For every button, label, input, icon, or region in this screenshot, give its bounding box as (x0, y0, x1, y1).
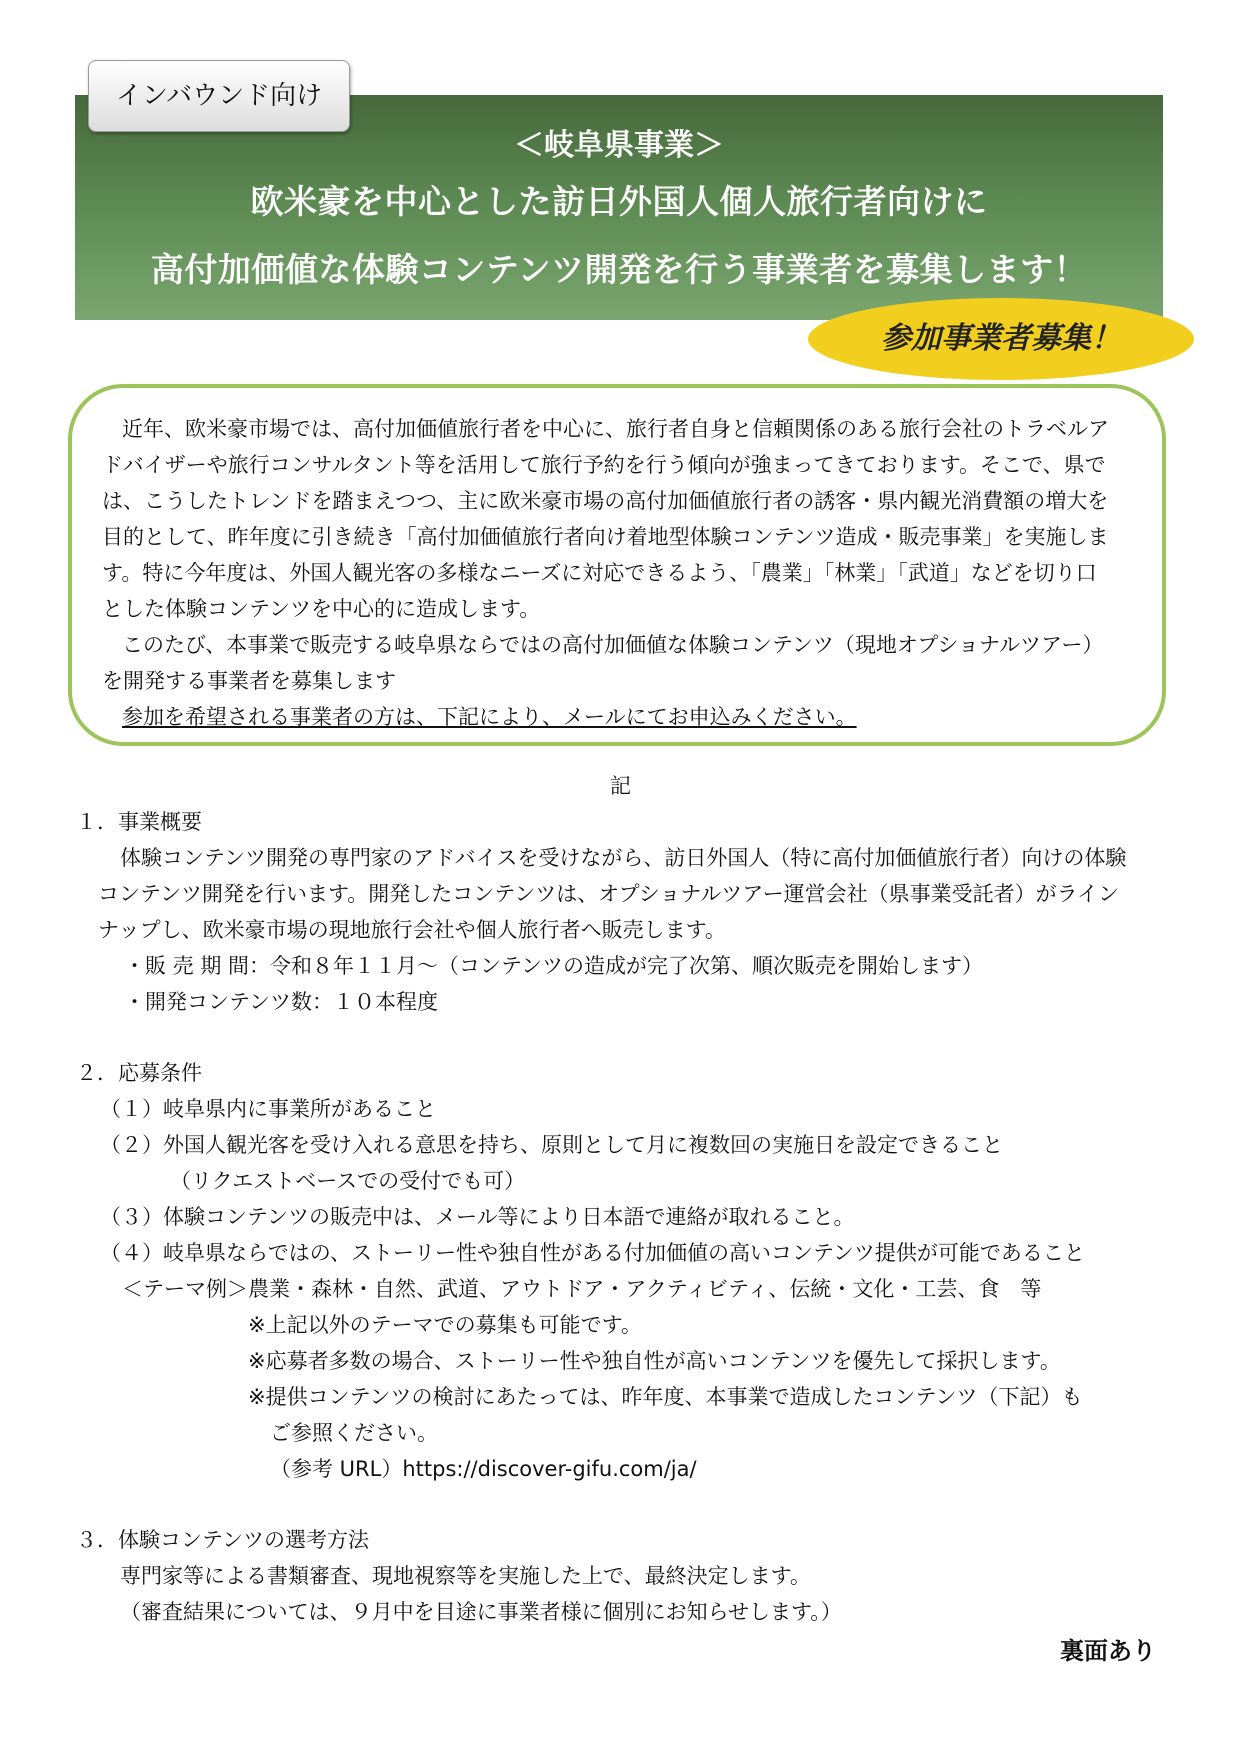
section3-text: 専門家等による書類審査、現地視察等を実施した上で、最終決定します。 (120, 1564, 811, 1588)
section1-text: 体験コンテンツ開発の専門家のアドバイスを受けながら、訪日外国人（特に高付加価値旅行者）向けの体験 (120, 846, 1127, 870)
audience-tab: インバウンド向け (88, 60, 350, 132)
section1-text: コンテンツ開発を行います。開発したコンテンツは、オプショナルツアー運営会社（県事業受託者）がライン (98, 882, 1120, 906)
banner-title-line2: 高付加価値な体験コンテンツ開発を行う事業者を募集します！ (150, 250, 1088, 289)
intro-line: 目的として、昨年度に引き続き「高付加価値旅行者向け着地型体験コンテンツ造成・販売事業」を実施しま (102, 525, 1109, 549)
section2-note: ご参照ください。 (270, 1421, 438, 1445)
section2-item: （３）体験コンテンツの販売中は、メール等により日本語で連絡が取れること。 (100, 1205, 855, 1229)
intro-line: このたび、本事業で販売する岐阜県ならではの高付加価値な体験コンテンツ（現地オプショナルツアー） (122, 633, 1104, 657)
section3-text: （審査結果については、９月中を目途に事業者様に個別にお知らせします。） (120, 1600, 842, 1624)
intro-line: を開発する事業者を募集します (102, 669, 396, 693)
reverse-side-note: 裏面あり (1060, 1637, 1156, 1665)
section2-note: ※提供コンテンツの検討にあたっては、昨年度、本事業で造成したコンテンツ（下記）も (248, 1385, 1083, 1409)
ki-label: 記 (610, 774, 631, 798)
banner-title-line1: 欧米豪を中心とした訪日外国人個人旅行者向けに (250, 182, 988, 221)
theme-examples: ＜テーマ例＞農業・森林・自然、武道、アウトドア・アクティビティ、伝統・文化・工芸、食 等 (122, 1277, 1042, 1301)
section2-item: （リクエストベースでの受付でも可） (170, 1169, 526, 1193)
intro-line: とした体験コンテンツを中心的に造成します。 (102, 597, 541, 621)
section2-note: ※上記以外のテーマでの募集も可能です。 (248, 1313, 642, 1337)
section2-item: （２）外国人観光客を受け入れる意思を持ち、原則として月に複数回の実施日を設定できること (100, 1133, 1003, 1157)
intro-line: 近年、欧米豪市場では、高付加価値旅行者を中心に、旅行者自身と信頼関係のある旅行会社のトラベルア (122, 417, 1109, 441)
recruit-badge: 参加事業者募集！ (808, 298, 1194, 380)
intro-line: ドバイザーや旅行コンサルタント等を活用して旅行予約を行う傾向が強まってきております。そこで、県で (102, 453, 1106, 477)
section3-heading: ３．体験コンテンツの選考方法 (76, 1528, 369, 1552)
section2-heading: ２．応募条件 (76, 1061, 202, 1085)
section2-item: （１）岐阜県内に事業所があること (100, 1097, 436, 1121)
section1-bullet: ・開発コンテンツ数：１０本程度 (124, 990, 438, 1014)
banner-subtitle: ＜岐阜県事業＞ (514, 128, 724, 163)
intro-line: す。特に今年度は、外国人観光客の多様なニーズに対応できるよう、「農業」「林業」「武道」などを切り口 (102, 561, 1097, 585)
intro-apply-line: 参加を希望される事業者の方は、下記により、メールにてお申込みください。 (122, 705, 857, 729)
section1-bullet: ・販 売 期 間：令和８年１１月～（コンテンツの造成が完了次第、順次販売を開始します） (124, 954, 983, 978)
reference-url[interactable]: （参考 URL）https://discover-gifu.com/ja/ (270, 1457, 697, 1481)
section1-heading: １．事業概要 (76, 810, 202, 834)
intro-line: は、こうしたトレンドを踏まえつつ、主に欧米豪市場の高付加価値旅行者の誘客・県内観光消費額の増大を (102, 489, 1109, 513)
section2-note: ※応募者多数の場合、ストーリー性や独自性が高いコンテンツを優先して採択します。 (248, 1349, 1061, 1373)
section1-text: ナップし、欧米豪市場の現地旅行会社や個人旅行者へ販売します。 (98, 918, 726, 942)
section2-item: （４）岐阜県ならではの、ストーリー性や独自性がある付加価値の高いコンテンツ提供が可能であること (100, 1241, 1085, 1265)
